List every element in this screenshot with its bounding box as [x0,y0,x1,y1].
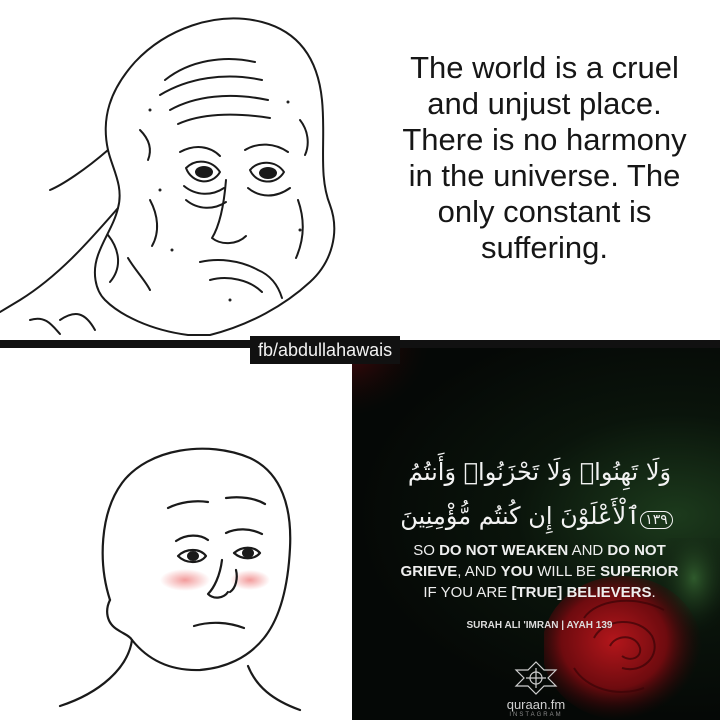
quote-line: suffering. [481,230,608,265]
translation-line [372,561,707,582]
translation-emphasis: SUPERIOR [600,563,679,580]
verse-reference: SURAH ALI 'IMRAN | AYAH 139 [466,620,613,631]
translation-emphasis: DO NOT WEAKEN [439,542,569,559]
arabic-verse-line: وَلَا تَهِنُوا۟ وَلَا تَحْزَنُوا۟ وَأَنتُمُ [407,458,672,486]
translation-emphasis: YOU [500,563,534,580]
quote-text [372,50,717,266]
arabic-verse-line-2 [372,500,707,536]
quote-line: only constant is [437,194,652,229]
ayah-number-marker: ١٣٩ [640,511,673,529]
translation-emphasis: DO NOT [607,542,666,559]
translation-emphasis: GRIEVE [400,563,458,580]
ornament-icon [514,660,558,696]
translation-line [372,540,707,561]
translation-text: WILL BE [533,563,601,580]
quote-line: There is no harmony [402,122,687,157]
brand-name: quraan.fm [506,697,566,712]
translation-text: , AND [457,563,501,580]
verse-translation [372,540,707,603]
translation-text: IF YOU ARE [423,584,512,601]
translation-emphasis: [TRUE] BELIEVERS [511,584,652,601]
quote-line: and unjust place. [427,86,662,121]
translation-text: AND [568,542,608,559]
quote-line: in the universe. The [408,158,681,193]
arabic-verse-text: ٱلْأَعْلَوْنَ إِن كُنتُم مُّؤْمِنِينَ [400,502,641,530]
brand-subtitle: INSTAGRAM [509,712,563,718]
translation-text: . [651,584,656,601]
translation-text: SO [413,542,440,559]
quote-line: The world is a cruel [410,50,679,85]
rose-decoration [352,348,472,468]
watermark-label: fb/abdullahawais [250,336,400,364]
old-wojak-illustration [0,0,370,340]
translation-line [372,582,707,603]
calm-wojak-illustration [0,348,352,720]
